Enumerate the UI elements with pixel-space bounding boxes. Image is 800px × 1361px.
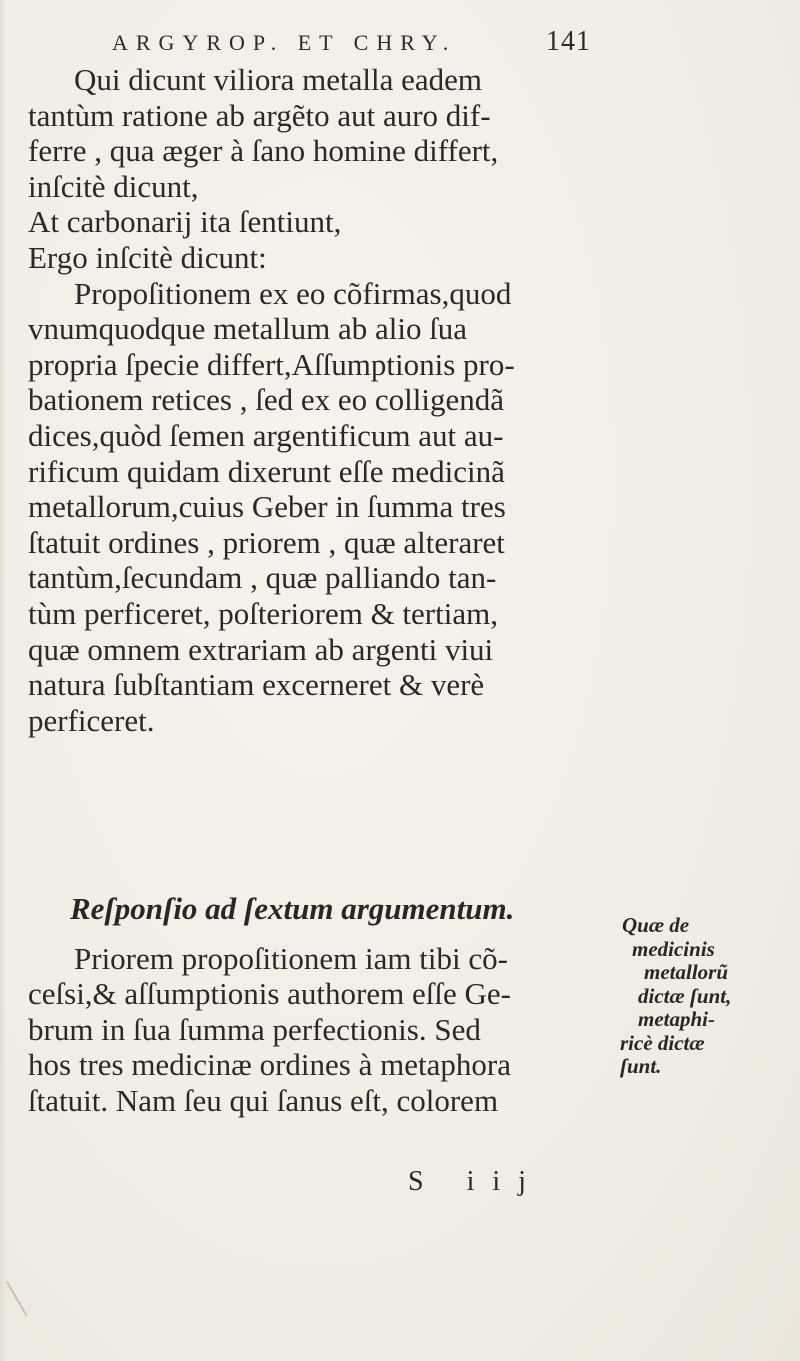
text-line: ſtatuit. Nam ſeu qui ſanus eſt, colorem [28,1082,499,1118]
margin-note-line: medicinis [632,936,715,961]
text-line: tantùm,ſecundam , quæ palliando tan- [28,560,497,596]
page-number: 141 [546,26,591,57]
text-line: Ergo inſcitè dicunt: [28,239,267,275]
text-line: brum in ſua ſumma perfectionis. Sed [28,1011,481,1047]
marginal-note [620,914,800,1079]
section-heading: Reſponſio ad ſextum argumentum. [70,891,515,926]
text-line: tantùm ratione ab argẽto aut auro dif- [28,97,491,133]
text-line: Priorem propoſitionem iam tibi cõ- [74,941,508,976]
text-line: tùm perficeret, poſteriorem & tertiam, [28,595,498,631]
text-line: rificum quidam dixerunt eſſe medicinã [28,453,505,489]
paragraph-1 [28,62,588,738]
text-line: bationem retices , ſed ex eo colligendã [28,382,505,418]
text-line: propria ſpecie differt,Aſſumptionis pro- [28,346,515,382]
margin-note-line: Quæ de [622,913,690,937]
page-edge-shadow [0,0,6,1361]
margin-note-line: ſunt. [620,1054,662,1078]
text-line: vnumquodque metallum ab alio ſua [28,311,468,347]
text-line: ceſsi,& aſſumptionis authorem eſſe Ge- [28,976,511,1012]
text-line: metallorum,cuius Geber in ſumma tres [28,489,506,525]
text-line: ſtatuit ordines , priorem , quæ alteraret [28,524,505,560]
text-line: inſcitè dicunt, [28,168,199,204]
margin-note-line: dictæ ſunt, [638,983,732,1008]
signature-mark: S iij [408,1166,544,1197]
text-line: dices,quòd ſemen argentificum aut au- [28,417,504,453]
running-head-title: ARGYROP. ET CHRY. [112,30,457,55]
text-line: natura ſubſtantiam excerneret & verè [28,667,485,703]
paper-scratch-mark [6,1281,28,1317]
text-line: ferre , qua æger à ſano homine differt, [28,133,499,169]
margin-note-line: metaphi- [638,1007,715,1031]
text-line: perficeret. [28,702,155,738]
text-line: hos tres medicinæ ordines à metaphora [28,1047,511,1083]
margin-note-line: metallorũ [644,960,729,984]
text-line: Qui dicunt viliora metalla eadem [74,62,483,97]
margin-note-line: ricè dictæ [620,1030,705,1055]
text-line: quæ omnem extrariam ab argenti viui [28,631,494,667]
paragraph-2 [28,941,628,1118]
text-line: Propoſitionem ex eo cõfirmas,quod [74,275,512,311]
text-line: At carbonarij ita ſentiunt, [28,204,342,240]
